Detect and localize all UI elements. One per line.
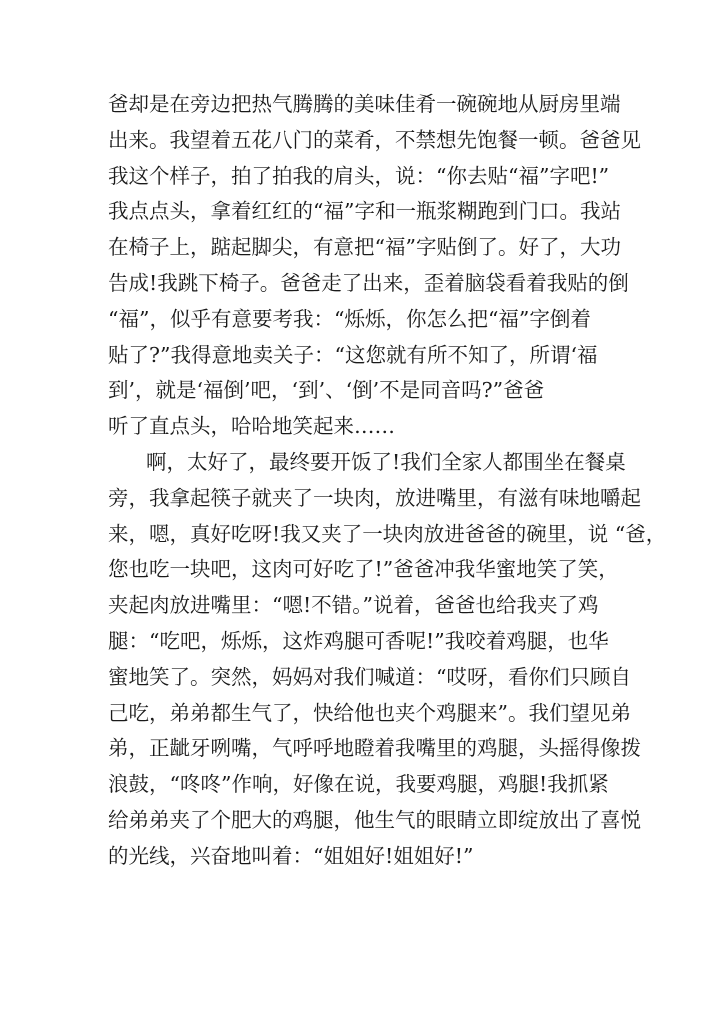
text-line: 己吃，弟弟都生气了，快给他也夹个鸡腿来”。我们望见弟: [108, 700, 631, 725]
text-line: 到’，就是‘福倒’吧，‘到’、‘倒’不是同音吗?”爸爸: [108, 378, 545, 403]
text-line: 来，嗯，真好吃呀!我又夹了一块肉放进爸爸的碗里，说 “爸，: [108, 521, 667, 546]
text-line: 告成!我跳下椅子。爸爸走了出来，歪着脑袋看着我贴的倒: [108, 270, 629, 295]
text-line: 蜜地笑了。突然，妈妈对我们喊道：“哎呀，看你们只顾自: [108, 664, 631, 689]
text-line: 您也吃一块吧，这肉可好吃了!”爸爸冲我华蜜地笑了笑，: [108, 557, 619, 582]
text-line: 夹起肉放进嘴里：“嗯!不错。”说着，爸爸也给我夹了鸡: [108, 593, 599, 618]
text-line: 腿：“吃吧，烁烁，这炸鸡腿可香呢!”我咬着鸡腿，也华: [108, 628, 609, 653]
text-line: 旁，我拿起筷子就夹了一块肉，放进嘴里，有滋有味地嚼起: [108, 485, 641, 510]
text-line: 出来。我望着五花八门的菜肴，不禁想先饱餐一顿。爸爸见: [108, 127, 641, 152]
text-line: 的光线，兴奋地叫着：“姐姐好!姐姐好!”: [108, 843, 474, 868]
document-body: [108, 87, 667, 875]
text-line: 贴了?”我得意地卖关子：“这您就有所不知了，所谓‘福: [108, 342, 598, 367]
text-line: 我这个样子，拍了拍我的肩头，说：“你去贴“福”字吧!”: [108, 163, 610, 188]
text-line: 给弟弟夹了个肥大的鸡腿，他生气的眼睛立即绽放出了喜悦: [108, 807, 641, 832]
text-line: 在椅子上，踮起脚尖，有意把“福”字贴倒了。好了，大功: [108, 235, 621, 260]
text-line: 啊，太好了，最终要开饭了!我们全家人都围坐在餐桌: [146, 449, 626, 474]
text-line: 浪鼓，“咚咚”作响，好像在说，我要鸡腿，鸡腿!我抓紧: [108, 772, 609, 797]
text-line: “福”，似乎有意要考我：“烁烁，你怎么把“福”字倒着: [108, 306, 591, 331]
text-line: 听了直点头，哈哈地笑起来……: [108, 414, 395, 439]
text-line: 爸却是在旁边把热气腾腾的美味佳肴一碗碗地从厨房里端: [108, 92, 621, 116]
paragraph-2: [108, 445, 667, 875]
text-line: 弟，正龇牙咧嘴，气呼呼地瞪着我嘴里的鸡腿，头摇得像拨: [108, 736, 641, 761]
text-line: 我点点头，拿着红红的“福”字和一瓶浆糊跑到门口。我站: [108, 199, 621, 224]
paragraph-1: [108, 87, 641, 445]
